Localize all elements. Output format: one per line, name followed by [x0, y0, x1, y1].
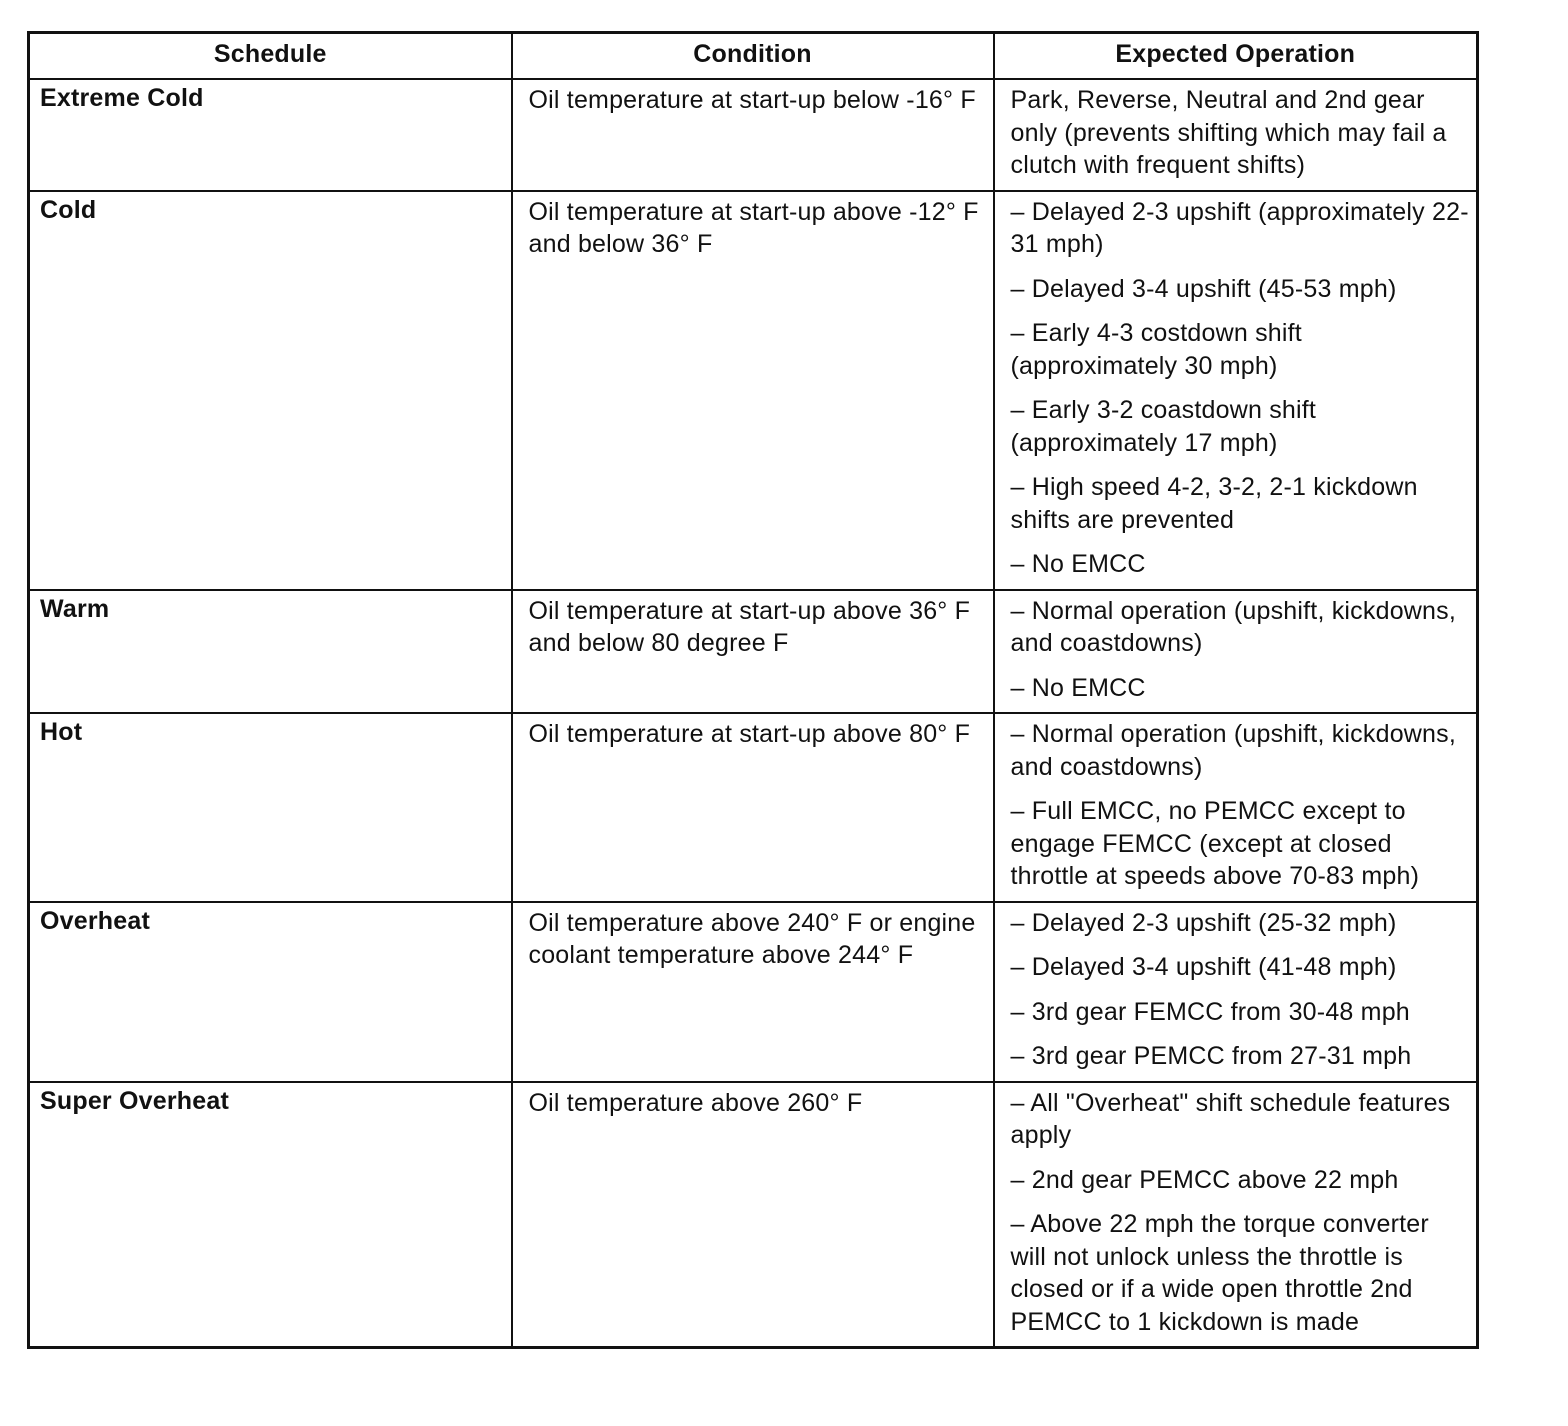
operation-item: – High speed 4-2, 3-2, 2-1 kickdown shifts are prevented	[1010, 473, 1418, 534]
condition-cell: Oil temperature at start-up above 80° F	[512, 713, 994, 902]
table-row	[29, 590, 1478, 714]
schedule-cell: Warm	[29, 590, 512, 714]
schedule-cell: Extreme Cold	[29, 79, 512, 191]
table-row	[29, 1082, 1478, 1348]
expected-operation-cell	[994, 590, 1478, 714]
header-row	[29, 33, 1478, 80]
condition-cell: Oil temperature above 240° F or engine coolant temperature above 244° F	[512, 902, 994, 1082]
operation-item: – Delayed 2-3 upshift (approximately 22-31 mph)	[1010, 197, 1469, 258]
schedule-cell: Hot	[29, 713, 512, 902]
operation-item: – Delayed 2-3 upshift (25-32 mph)	[1010, 908, 1397, 937]
condition-cell: Oil temperature at start-up below -16° F	[512, 79, 994, 191]
operation-item: – Delayed 3-4 upshift (41-48 mph)	[1010, 953, 1397, 981]
expected-operation-cell	[994, 1082, 1478, 1348]
operation-item: – Delayed 3-4 upshift (45-53 mph)	[1010, 274, 1397, 303]
schedule-cell: Cold	[29, 191, 512, 590]
table-body	[29, 79, 1478, 1348]
operation-item: – Full EMCC, no PEMCC except to engage FEMCC (except at closed throttle at speeds above 70-83 mph)	[1010, 797, 1420, 890]
table-row	[29, 902, 1478, 1082]
operation-item: – Above 22 mph the torque converter will not unlock unless the throttle is closed or if a wide open throttle 2nd PEMCC to 1 kickdown is made	[1010, 1210, 1429, 1336]
operation-item: – Early 3-2 coastdown shift (approximately 17 mph)	[1010, 396, 1317, 457]
table-header	[29, 33, 1478, 80]
schedule-cell: Super Overheat	[29, 1082, 512, 1348]
condition-cell: Oil temperature at start-up above 36° F and below 80 degree F	[512, 590, 994, 714]
table-row	[29, 713, 1478, 902]
operation-item: – Early 4-3 costdown shift (approximately 30 mph)	[1010, 319, 1302, 380]
expected-operation-cell	[994, 713, 1478, 902]
shift-schedule-table	[27, 31, 1479, 1349]
expected-operation-cell	[994, 79, 1478, 191]
schedule-cell: Overheat	[29, 902, 512, 1082]
operation-item: Park, Reverse, Neutral and 2nd gear only (prevents shifting which may fail a clutch with frequent shifts)	[1010, 86, 1447, 179]
condition-cell: Oil temperature at start-up above -12° F and below 36° F	[512, 191, 994, 590]
operation-item: – Normal operation (upshift, kickdowns, and coastdowns)	[1010, 720, 1456, 781]
expected-operation-cell	[994, 902, 1478, 1082]
operation-item: – 3rd gear FEMCC from 30-48 mph	[1010, 997, 1410, 1026]
operation-item: – Normal operation (upshift, kickdowns, and coastdowns)	[1010, 596, 1456, 657]
operation-item: – No EMCC	[1010, 550, 1146, 578]
table-row	[29, 191, 1478, 590]
header-condition: Condition	[512, 33, 994, 80]
header-schedule: Schedule	[29, 33, 512, 80]
header-expected-operation: Expected Operation	[994, 33, 1478, 80]
condition-cell: Oil temperature above 260° F	[512, 1082, 994, 1348]
table-row	[29, 79, 1478, 191]
operation-item: – 2nd gear PEMCC above 22 mph	[1010, 1165, 1399, 1194]
expected-operation-cell	[994, 191, 1478, 590]
operation-item: – All "Overheat" shift schedule features apply	[1010, 1088, 1451, 1149]
operation-item: – 3rd gear PEMCC from 27-31 mph	[1010, 1042, 1412, 1070]
operation-item: – No EMCC	[1010, 673, 1146, 702]
